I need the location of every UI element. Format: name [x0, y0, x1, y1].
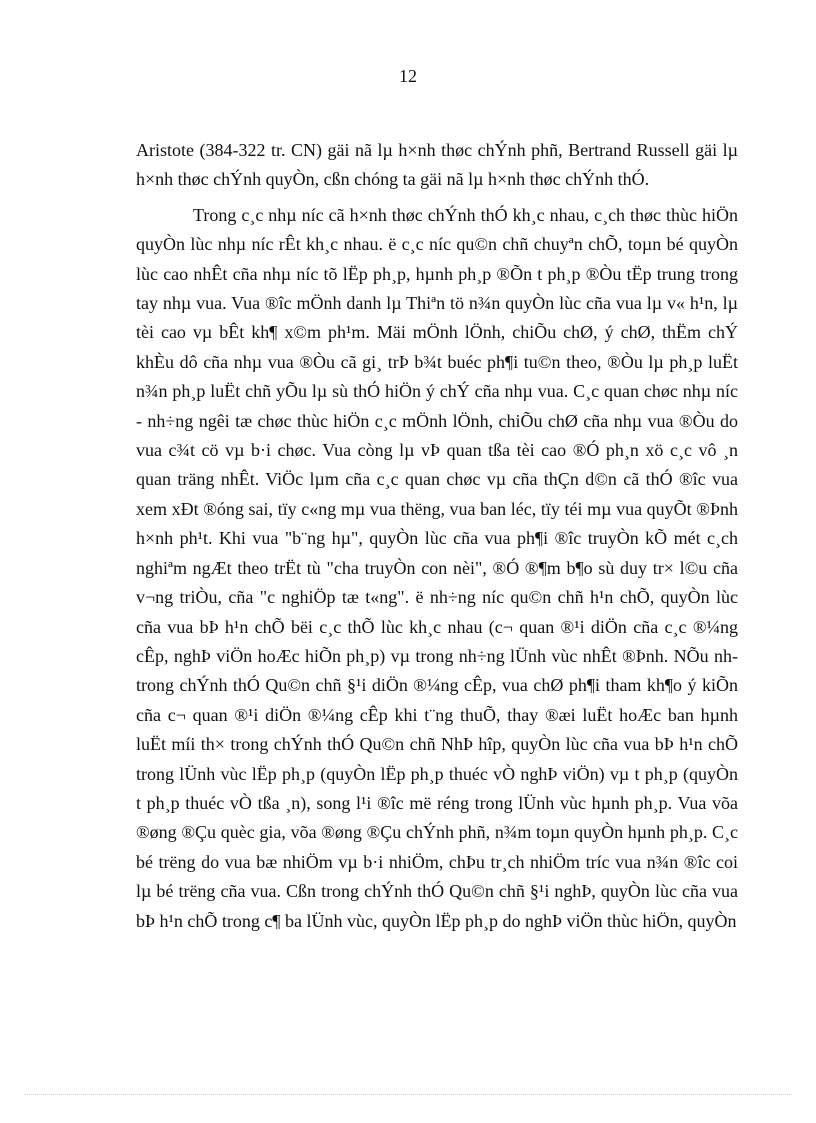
paragraph-2: Trong c¸c nhµ níc cã h×nh thøc chÝnh thÓ kh¸c nhau, c¸ch thøc thùc hiÖn quyÒn lùc nhµ níc rÊt kh¸c nhau. ë c¸c níc qu©n chñ chuyªn chÕ, toµn bé quyÒn lùc cao nhÊt cña nhµ níc tõ lËp ph¸p, hµnh ph¸p ®Õn t ph¸p ®Òu tËp trung trong tay nhµ vua. Vua ®îc mÖnh danh lµ Thiªn tö n¾n quyÒn lùc cña vua lµ v« h¹n, lµ tèi cao vµ bÊt kh¶ x©m ph¹m. Mäi mÖnh lÖnh, chiÕu chØ, ý chØ, thËm chÝ khÈu dô cña nhµ vua ®Òu cã gi¸ trÞ b¾t buéc ph¶i tu©n theo, ®Òu lµ ph¸p luËt n¾n ph¸p luËt chñ yÕu lµ sù thÓ hiÖn ý chÝ cña nhµ vua. C¸c quan chøc nhµ níc - nh÷ng ngêi tæ chøc thùc hiÖn c¸c mÖnh lÖnh, chiÕu chØ cña nhµ vua ®Òu do vua c¾t cö vµ b·i chøc. Vua còng lµ vÞ quan tßa tèi cao ®Ó ph¸n xö c¸c vô ¸n quan träng nhÊt. ViÖc lµm cña c¸c quan chøc vµ cña thÇn d©n cã thÓ ®îc vua xem xÐt ®óng sai, tïy c«ng mµ vua thëng, vua ban léc, tïy téi mµ vua quyÕt ®Þnh h×nh ph¹t. Khi vua "b¨ng hµ", quyÒn lùc cña vua ph¶i ®îc truyÒn kÕ mét c¸ch nghiªm ngÆt theo trËt tù "cha truyÒn con nèi", ®Ó ®¶m b¶o sù duy tr× l©u cña v¬ng triÒu, cña "c nghiÖp tæ t«ng". ë nh÷ng níc qu©n chñ h¹n chÕ, quyÒn lùc cña vua bÞ h¹n chÕ bëi c¸c thÕ lùc kh¸c nhau (c¬ quan ®¹i diÖn cña c¸c ®¼ng cÊp, nghÞ viÖn hoÆc hiÕn ph¸p) vµ trong nh÷ng lÜnh vùc nhÊt ®Þnh. NÕu nh trong chÝnh thÓ Qu©n chñ §¹i diÖn ®¼ng cÊp, vua chØ ph¶i tham kh¶o ý kiÕn cña c¬ quan ®¹i diÖn ®¼ng cÊp khi t¨ng thuÕ, thay ®æi luËt hoÆc ban hµnh luËt míi th× trong chÝnh thÓ Qu©n chñ NhÞ hîp, quyÒn lùc cña vua bÞ h¹n chÕ trong lÜnh vùc lËp ph¸p (quyÒn lËp ph¸p thuéc vÒ nghÞ viÖn) vµ t ph¸p (quyÒn t ph¸p thuéc vÒ tßa ¸n), song l¹i ®îc më réng trong lÜnh vùc hµnh ph¸p. Vua võa ®øng ®Çu quèc gia, võa ®øng ®Çu chÝnh phñ, n¾m toµn quyÒn hµnh ph¸p. C¸c bé trëng do vua bæ nhiÖm vµ b·i nhiÖm, chÞu tr¸ch nhiÖm tríc vua n¾n ®îc coi lµ bé trëng cña vua. Cßn trong chÝnh thÓ Qu©n chñ §¹i nghÞ, quyÒn lùc cña vua bÞ h¹n chÕ trong c¶ ba lÜnh vùc, quyÒn lËp ph¸p do nghÞ viÖn thùc hiÖn, quyÒn	[136, 204, 738, 931]
page-number: 12	[399, 66, 417, 86]
page-bottom-rule	[24, 1094, 792, 1095]
paragraph-1: Aristote (384-322 tr. CN) gäi nã lµ h×nh thøc chÝnh phñ, Bertrand Russell gäi lµ h×nh thøc chÝnh quyÒn, cßn chóng ta gäi nã lµ h×nh thøc chÝnh thÓ.	[136, 140, 738, 190]
document-body	[136, 136, 738, 942]
